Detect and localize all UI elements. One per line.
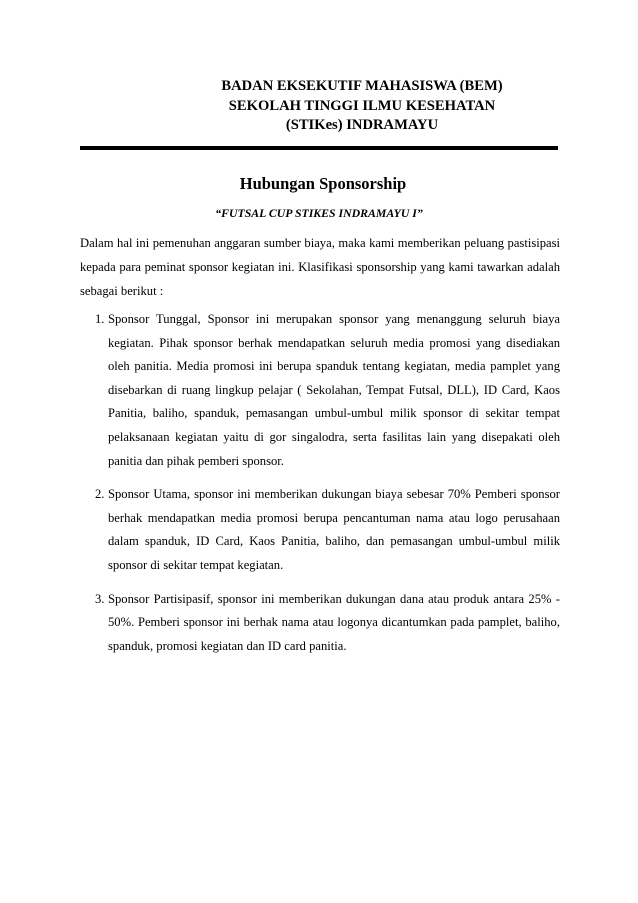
list-item-number: 2. xyxy=(95,487,105,502)
document-subtitle: “FUTSAL CUP STIKES INDRAMAYU I” xyxy=(215,206,423,220)
letterhead xyxy=(0,77,638,136)
list-item xyxy=(80,308,560,473)
intro-paragraph: Dalam hal ini pemenuhan anggaran sumber biaya, maka kami memberikan peluang pastisipasi kepada para peminat sponsor kegiatan ini. Klasifikasi sponsorship yang kami tawarkan adalah sebagai berikut : xyxy=(80,236,560,298)
list-item-text: Sponsor Tunggal, Sponsor ini merupakan sponsor yang menanggung seluruh biaya kegiatan. Pihak sponsor berhak mendapatkan seluruh media promosi yang disediakan oleh panitia. Media promosi ini berupa spanduk tentang kegiatan, media pamplet yang disebarkan di ruang lingkup pelajar ( Sekolahan, Tempat Futsal, DLL), ID Card, Kaos Panitia, baliho, spanduk, pemasangan umbul-umbul milik sponsor di sekitar tempat pelaksanaan kegiatan yaitu di gor singalodra, serta fasilitas lain yang disepakati oleh panitia dan pihak pemberi sponsor. xyxy=(108,312,560,468)
list-item-text: Sponsor Utama, sponsor ini memberikan dukungan biaya sebesar 70% Pemberi sponsor berhak mendapatkan media promosi berupa pencantuman nama atau logo perusahaan dalam spanduk, ID Card, Kaos Panitia, baliho, dan pemasangan umbul-umbul milik sponsor di sekitar tempat kegiatan. xyxy=(108,487,560,572)
list-item-number: 3. xyxy=(95,591,105,606)
list-item xyxy=(80,483,560,577)
list-item-text: Sponsor Partisipasif, sponsor ini memberikan dukungan dana atau produk antara 25% - 50%. Pemberi sponsor ini berhak nama atau logonya dicantumkan pada pamplet, baliho, spanduk, promosi kegiatan dan ID card panitia. xyxy=(108,591,560,653)
document-title-text: Hubungan Sponsorship xyxy=(239,174,407,193)
list-item xyxy=(80,588,560,659)
header-divider xyxy=(80,146,558,150)
letterhead-line-1: BADAN EKSEKUTIF MAHASISWA (BEM) xyxy=(221,78,503,94)
list-item-number: 1. xyxy=(95,312,105,326)
document-title xyxy=(0,174,638,194)
sponsorship-list xyxy=(80,308,560,668)
letterhead-line-2: SEKOLAH TINGGI ILMU KESEHATAN xyxy=(228,97,496,114)
letterhead-line-3: (STIKes) INDRAMAYU xyxy=(285,117,439,133)
